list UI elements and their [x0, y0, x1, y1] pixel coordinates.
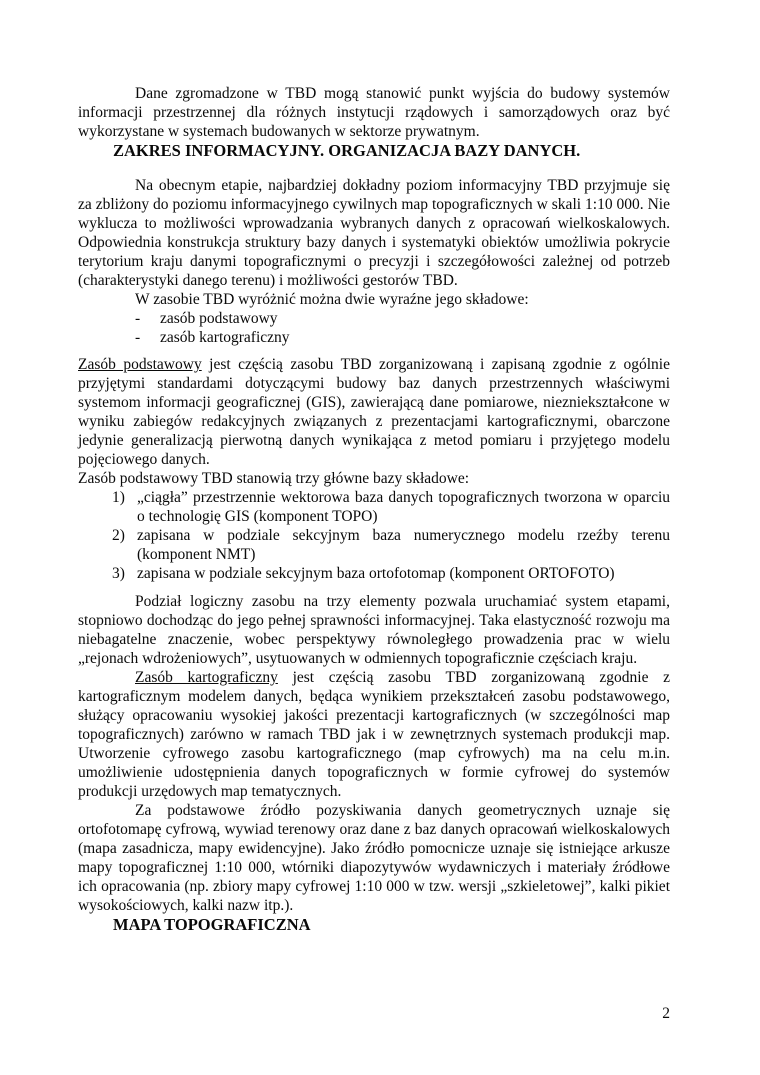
item-number: 3) — [112, 565, 125, 582]
numbered-item — [78, 526, 670, 564]
item-number: 2) — [112, 527, 125, 544]
components-dash-list — [78, 309, 670, 347]
underlined-term-cartographic-resource: Zasób kartograficzny — [135, 669, 278, 686]
item-text: zapisana w podziale sekcyjnym baza ortofotomap (komponent ORTOFOTO) — [137, 565, 615, 582]
bases-numbered-list — [78, 488, 670, 583]
dash-marker: - — [135, 329, 141, 346]
section-heading-mapa: MAPA TOPOGRAFICZNA — [113, 915, 311, 934]
list-item — [78, 309, 670, 328]
paragraph-detail-level: Na obecnym etapie, najbardziej dokładny poziom informacyjny TBD przyjmuje się za zbliżony do poziomu informacyjnego cywilnych map topograficznych w skali 1:10 000. Nie wyklucza to możliwości wprowadzania wybranych danych z opracowań wielkoskalowych. Odpowiednia konstrukcja struktury bazy danych i systematyki obiektów umożliwia pokrycie terytorium kraju danymi topograficznymi o precyzji i szczegółowości zależnej od potrzeb (charakterystyki danego terenu) i możliwości gestorów TBD. — [78, 177, 670, 289]
component-label: zasób kartograficzny — [160, 329, 290, 346]
paragraph-components-intro: W zasobie TBD wyróżnić można dwie wyraźne jego składowe: — [135, 291, 529, 308]
paragraph-data-sources: Za podstawowe źródło pozyskiwania danych geometrycznych uznaje się ortofotomapę cyfrową, wywiad terenowy oraz dane z baz danych opracowań wielkoskalowych (mapa zasadnicza, mapy ewidencyjne). Jako źródło pomocnicze uznaje się istniejące arkusze mapy topograficznej 1:10 000, wtórniki diapozytywów wydawniczych i materiały źródłowe ich opracowania (np. zbiory mapy cyfrowej 1:10 000 w tzw. wersji „szkieletowej”, kalki pikiet wysokościowych, kalki nazw itp.). — [78, 802, 670, 914]
dash-marker: - — [135, 310, 141, 327]
list-item — [78, 328, 670, 347]
page-content — [78, 84, 670, 934]
intro-paragraph: Dane zgromadzone w TBD mogą stanowić punkt wyjścia do budowy systemów informacji przestrzennej dla różnych instytucji rządowych i samorządowych oraz być wykorzystane w systemach budowanych w sektorze prywatnym. — [78, 85, 670, 140]
paragraph-logical-division: Podział logiczny zasobu na trzy elementy pozwala uruchamiać system etapami, stopniowo dochodząc do jego pełnej sprawności informacyjnej. Taka elastyczność rozwoju ma niebagatelne znaczenie, wobec perspektywy równoległego prowadzenia prac w wielu „rejonach wdrożeniowych”, usytuowanych w odmiennych topograficznie częściach kraju. — [78, 593, 670, 667]
underlined-term-basic-resource: Zasób podstawowy — [78, 356, 202, 373]
component-label: zasób podstawowy — [160, 310, 278, 327]
paragraph-three-bases: Zasób podstawowy TBD stanowią trzy główne bazy składowe: — [78, 470, 470, 487]
paragraph-cartographic-resource-text: jest częścią zasobu TBD zorganizowaną zgodnie z kartograficznym modelem danych, będąca wynikiem przekształceń zasobu podstawowego, służący opracowaniu wysokiej jakości prezentacji kartograficznych (w szczególności map topograficznych) zarówno w ramach TBD jak i w zewnętrznych systemach produkcji map. Utworzenie cyfrowego zasobu kartograficznego (map cyfrowych) ma na celu m.in. umożliwienie udostępnienia danych topograficznych w formie cyfrowej do systemów produkcji urzędowych map tematycznych. — [78, 669, 670, 800]
numbered-item — [78, 564, 670, 583]
section-heading-zakres: ZAKRES INFORMACYJNY. ORGANIZACJA BAZY DANYCH. — [113, 141, 581, 160]
item-text: zapisana w podziale sekcyjnym baza numerycznego modelu rzeźby terenu (komponent NMT) — [137, 527, 670, 563]
paragraph-basic-resource — [78, 355, 670, 469]
item-text: „ciągła” przestrzennie wektorowa baza danych topograficznych tworzona w oparciu o technologię GIS (komponent TOPO) — [137, 489, 670, 525]
page-number: 2 — [662, 1005, 670, 1022]
paragraph-basic-resource-text: jest częścią zasobu TBD zorganizowaną i zapisaną zgodnie z ogólnie przyjętymi standardami dotyczącymi budowy baz danych przestrzennych właściwymi systemom informacji geograficznej (GIS), zawierającą dane pomiarowe, niezniekształcone w wyniku zabiegów redakcyjnych związanych z prezentacjami kartograficznymi, obarczone jedynie generalizacją pierwotną danych wynikająca z metod pomiaru i przyjętego modelu pojęciowego danych. — [78, 356, 670, 468]
paragraph-cartographic-resource — [78, 668, 670, 801]
numbered-item — [78, 488, 670, 526]
item-number: 1) — [112, 489, 125, 506]
